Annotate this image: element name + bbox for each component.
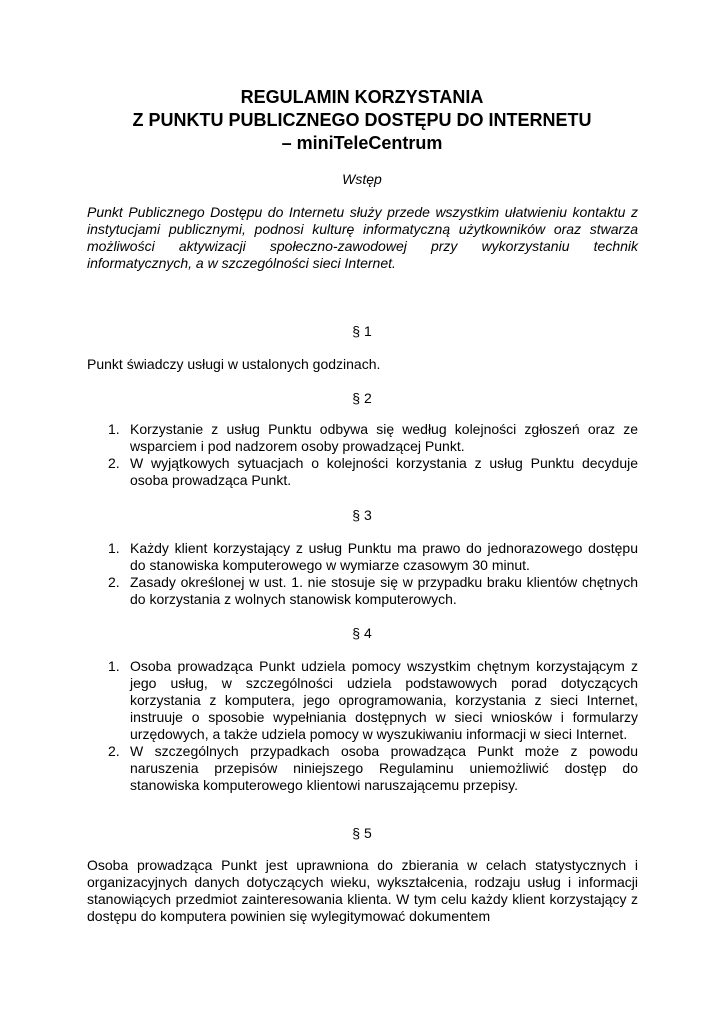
list-item-number: 2. (108, 574, 120, 590)
list-item-text: Zasady określonej w ust. 1. nie stosuje się w przypadku braku klientów chętnych do korzystania z wolnych stanowisk komputerowych. (130, 574, 638, 607)
list-item-number: 2. (108, 743, 120, 759)
list-item (87, 574, 638, 608)
list-item-text: Każdy klient korzystający z usług Punktu ma prawo do jednorazowego dostępu do stanowiska komputerowego w wymiarze czasowym 30 minut. (130, 540, 638, 573)
list-item-text: Osoba prowadząca Punkt udziela pomocy wszystkim chętnym korzystającym z jego usług, w szczególności udziela podstawowych porad dotyczących korzystania z komputera, jego oprogramowania, korzystania z sieci Internet, instruuje o sposobie wypełniania dostępnych w sieci wniosków i formularzy urzędowych, a także udziela pomocy w wyszukiwaniu informacji w sieci Internet. (130, 658, 638, 742)
document-title-line-2: Z PUNKTU PUBLICZNEGO DOSTĘPU DO INTERNETU (132, 110, 592, 130)
section-4-heading: § 4 (352, 625, 372, 641)
section-1-heading: § 1 (352, 323, 372, 339)
list-item (87, 540, 638, 574)
section-2-list (87, 421, 638, 489)
section-5-heading: § 5 (352, 825, 372, 841)
section-4-list (87, 658, 638, 794)
document-title-line-1: REGULAMIN KORZYSTANIA (240, 87, 484, 107)
list-item (87, 455, 638, 489)
list-item-number: 1. (108, 658, 120, 674)
list-item-number: 2. (108, 455, 120, 471)
section-1-text: Punkt świadczy usługi w ustalonych godzinach. (87, 356, 381, 372)
list-item-number: 1. (108, 540, 120, 556)
list-item-text: W szczególnych przypadkach osoba prowadząca Punkt może z powodu naruszenia przepisów niniejszego Regulaminu uniemożliwić dostęp do stanowiska komputerowego klientowi naruszającemu przepisy. (130, 743, 638, 793)
intro-heading: Wstęp (342, 171, 382, 187)
list-item-text: Korzystanie z usług Punktu odbywa się według kolejności zgłoszeń oraz ze wsparciem i pod nadzorem osoby prowadzącej Punkt. (130, 421, 638, 454)
list-item-number: 1. (108, 421, 120, 437)
document-title-line-3: – miniTeleCentrum (281, 133, 443, 153)
list-item (87, 658, 638, 743)
section-3-list (87, 540, 638, 608)
section-5-text: Osoba prowadząca Punkt jest uprawniona do zbierania w celach statystycznych i organizacyjnych danych dotyczących wieku, wykształcenia, rodzaju usług i informacji stanowiących przedmiot zainteresowania klienta. W tym celu każdy klient korzystający z dostępu do komputera powinien się wylegitymować dokumentem (87, 857, 638, 924)
list-item-text: W wyjątkowych sytuacjach o kolejności korzystania z usług Punktu decyduje osoba prowadząca Punkt. (130, 455, 638, 488)
section-3-heading: § 3 (352, 507, 372, 523)
list-item (87, 421, 638, 455)
list-item (87, 743, 638, 794)
section-2-heading: § 2 (352, 390, 372, 406)
intro-paragraph: Punkt Publicznego Dostępu do Internetu służy przede wszystkim ułatwieniu kontaktu z instytucjami publicznymi, podnosi kulturę informatyczną użytkowników oraz stwarza możliwości aktywizacji społeczno-zawodowej przy wykorzystaniu technik informatycznych, a w szczególności sieci Internet. (87, 204, 638, 271)
